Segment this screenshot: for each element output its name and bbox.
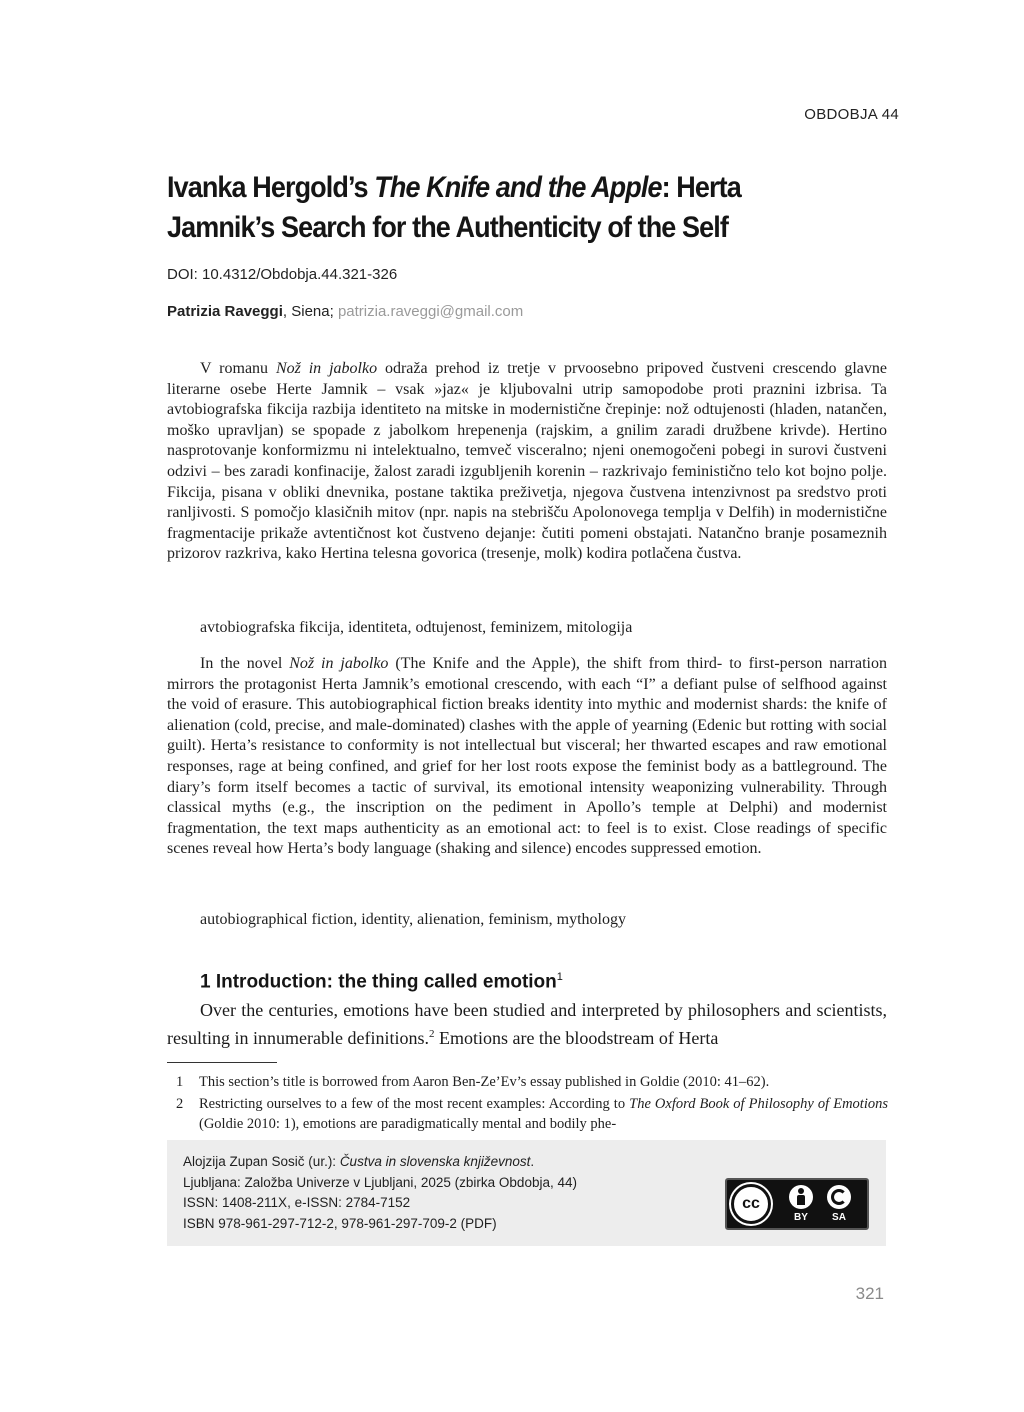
heading-footnote-ref[interactable]: 1 bbox=[556, 971, 563, 983]
abstract-en-title: Nož in jabolko bbox=[289, 655, 389, 672]
line1-end: . bbox=[530, 1154, 535, 1169]
footnote-separator bbox=[167, 1062, 277, 1063]
author-email[interactable]: patrizia.raveggi@gmail.com bbox=[337, 303, 524, 320]
footnote-2-text bbox=[199, 1094, 888, 1134]
book-title: Čustva in slovenska književnost bbox=[339, 1154, 531, 1169]
publication-line-3: ISSN: 1408-211X, e-ISSN: 2784-7152 bbox=[183, 1195, 411, 1210]
publication-info bbox=[183, 1152, 577, 1234]
author-line bbox=[167, 303, 523, 320]
editor-text: Alojzija Zupan Sosič (ur.): bbox=[183, 1154, 340, 1169]
sa-label: SA bbox=[832, 1212, 846, 1223]
author-affiliation: , Siena; bbox=[282, 303, 338, 320]
page-number: 321 bbox=[855, 1284, 884, 1303]
cc-by-sa-license-icon[interactable] bbox=[725, 1178, 869, 1230]
section-heading bbox=[200, 971, 563, 993]
doi: DOI: 10.4312/Obdobja.44.321-326 bbox=[167, 266, 398, 283]
body-footnote-ref[interactable]: 2 bbox=[428, 1028, 435, 1040]
section-body bbox=[167, 998, 887, 1050]
footnote-2-italic: The Oxford Book of Philosophy of Emotions bbox=[629, 1096, 888, 1112]
body-part-2: Emotions are the bloodstream of Herta bbox=[434, 1028, 719, 1048]
publication-info-box bbox=[167, 1140, 886, 1246]
body-part-1: Over the centuries, emotions have been studied and interpreted by philosophers and scientists, resulting in innumerable definitions. bbox=[167, 1000, 887, 1048]
footnote-2-rest: (Goldie 2010: 1), emotions are paradigmatically mental and bodily phe- bbox=[199, 1116, 617, 1132]
abstract-en-lead: In the novel bbox=[200, 655, 290, 672]
publication-line-2: Ljubljana: Založba Univerze v Ljubljani, 2025 (zbirka Obdobja, 44) bbox=[183, 1174, 577, 1190]
title-part-2: : Herta Jamnik’s Search for the Authenticity of the Self bbox=[167, 171, 741, 244]
title-italic-work: The Knife and the Apple bbox=[374, 171, 662, 204]
cc-icon: cc bbox=[731, 1184, 771, 1224]
footnote-2-lead: Restricting ourselves to a few of the most recent examples: According to bbox=[199, 1096, 630, 1112]
author-name: Patrizia Raveggi bbox=[167, 303, 283, 320]
keywords-slovene: avtobiografska fikcija, identiteta, odtujenost, feminizem, mitologija bbox=[200, 619, 633, 636]
abstract-en-rest: (The Knife and the Apple), the shift from third- to first-person narration mirrors the protagonist Herta Jamnik’s emotional crescendo, with each “I” a defiant pulse of selfhood against the void of erasure. This autobiographical fiction breaks identity into mythic and modernist shards: the knife of alienation (cold, precise, and male-dominated) clashes with the apple of yearning (Edenic but rotting with social guilt). Herta’s resistance to conformity is not intellectual but visceral; her thwarted escapes and raw emotional responses, rage at being confined, and grief for her lost roots expose the feminist body as a battleground. The diary’s form itself becomes a tactic of survival, its emotional intensity weaponizing vulnerability. Through classical myths (e.g., the inscription on the pediment in Apollo’s temple at Delphi) and modernist fragmentation, the text maps authenticity as an emotional act: to feel is to exist. Close readings of specific scenes reveal how Herta’s body language (shaking and silence) encodes suppressed emotion. bbox=[167, 655, 888, 858]
abstract-sl-title: Nož in jabolko bbox=[275, 360, 378, 377]
abstract-english bbox=[167, 654, 887, 860]
abstract-sl-rest: odraža prehod iz tretje v prvoosebno pripoved čustveni crescendo glavne literarne osebe Herte Jamnik – vsak »jaz« je kljubovalni utrip samopodobe proti praznini izbrisa. Ta avtobiografska fikcija razbija identiteto na mitske in modernistične črepinje: nož odtujenosti (hladen, natančen, moško upravljan) se spopade z jabolkom hrepenenja (rajskim, a gnilim zaradi družbene krivde). Hertino nasprotovanje konformizmu ni intelektualno, temveč visceralno; njeni onemogočeni pobegi in surovi čustveni odzivi – bes zaradi konfinacije, žalost zaradi izgubljenih korenin – razkrivajo feministično telo kot bojno polje. Fikcija, pisana v obliki dnevnika, postane taktika preživetja, njegova čustvena intenzivnost pa sredstvo proti ranljivosti. S pomočjo klasičnih mitov (npr. napis na stebrišču Apolonovega templja v Delfih) in modernistične fragmentacije prikaže avtentičnost kot čustveno dejanje: čutiti pomeni obstajati. Natančno branje posameznih prizorov razkriva, kako Hertina telesna govorica (tresenje, molk) kodira potlačena čustva. bbox=[167, 360, 887, 563]
section-heading-text: 1 Introduction: the thing called emotion bbox=[200, 971, 557, 993]
footnote-2 bbox=[176, 1094, 888, 1134]
footnote-1 bbox=[176, 1072, 888, 1092]
running-head: OBDOBJA 44 bbox=[804, 106, 899, 123]
by-label: BY bbox=[794, 1212, 808, 1223]
abstract-slovene bbox=[167, 359, 887, 565]
footnote-1-number: 1 bbox=[176, 1074, 184, 1090]
footnote-2-number: 2 bbox=[176, 1096, 184, 1112]
article-title bbox=[167, 168, 815, 248]
attribution-icon bbox=[789, 1185, 813, 1209]
share-alike-icon bbox=[827, 1185, 851, 1209]
publication-line-4: ISBN 978-961-297-712-2, 978-961-297-709-2 (PDF) bbox=[183, 1215, 497, 1231]
footnote-1-text: This section’s title is borrowed from Aaron Ben-Ze’Ev’s essay published in Goldie (2010: 41–62). bbox=[199, 1074, 770, 1090]
title-part-1: Ivanka Hergold’s bbox=[167, 171, 375, 204]
keywords-english: autobiographical fiction, identity, alienation, feminism, mythology bbox=[200, 911, 626, 928]
publication-line-1 bbox=[183, 1152, 577, 1173]
abstract-sl-lead: V romanu bbox=[200, 360, 276, 377]
